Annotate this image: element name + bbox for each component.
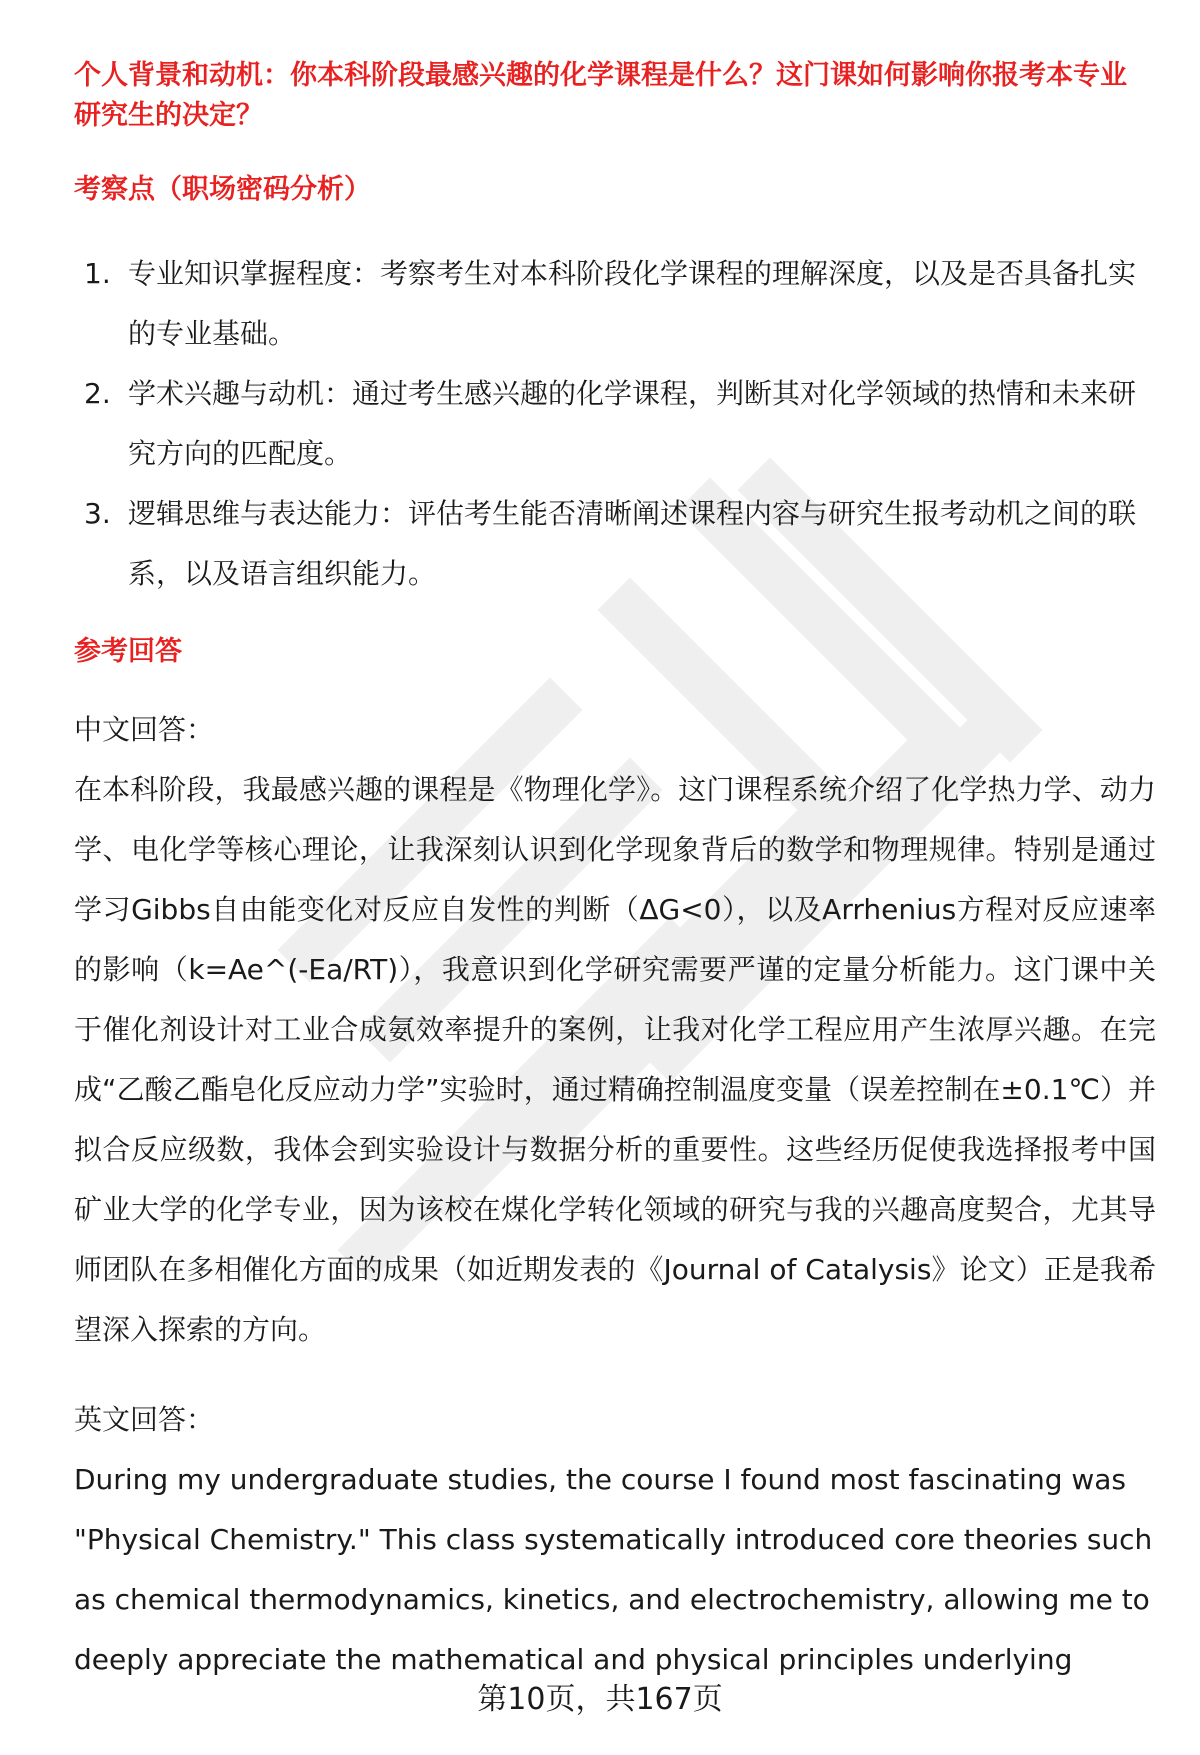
point-number: 3. xyxy=(84,497,111,530)
chinese-answer-text: 在本科阶段，我最感兴趣的课程是《物理化学》。这门课程系统介绍了化学热力学、动力学、电化学等核心理论，让我深刻认识到化学现象背后的数学和物理规律。特别是通过学习Gibbs自由能变化对反应自发性的判断（ΔG<0），以及Arrhenius方程对反应速率的影响（k=Ae^(-Ea/RT)），我意识到化学研究需要严谨的定量分析能力。这门课中关于催化剂设计对工业合成氨效率提升的案例，让我对化学工程应用产生浓厚兴趣。在完成“乙酸乙酯皂化反应动力学”实验时，通过精确控制温度变量（误差控制在±0.1℃）并拟合反应级数，我体会到实验设计与数据分析的重要性。这些经历促使我选择报考中国矿业大学的化学专业，因为该校在煤化学转化领域的研究与我的兴趣高度契合，尤其导师团队在多相催化方面的成果（如近期发表的《Journal of Catalysis》论文）正是我希望深入探索的方向。 xyxy=(74,773,1156,1346)
point-text: 学术兴趣与动机：通过考生感兴趣的化学课程，判断其对化学领域的热情和未来研究方向的匹配度。 xyxy=(128,377,1137,470)
chinese-answer-label: 中文回答： xyxy=(74,713,215,746)
assessment-point xyxy=(74,244,1154,364)
point-number: 2. xyxy=(84,377,111,410)
page-number-footer: 第10页，共167页 xyxy=(477,1682,723,1717)
english-answer-text: During my undergraduate studies, the course I found most fascinating was "Physical Chemistry." This class systematically introduced core theories such as chemical thermodynamics, kinetics, and electrochemistry, allowing me to deeply appreciate the mathematical and physical principles underlying xyxy=(74,1463,1153,1676)
point-text: 专业知识掌握程度：考察考生对本科阶段化学课程的理解深度，以及是否具备扎实的专业基础。 xyxy=(128,257,1137,350)
point-text: 逻辑思维与表达能力：评估考生能否清晰阐述课程内容与研究生报考动机之间的联系，以及语言组织能力。 xyxy=(128,497,1137,590)
point-number: 1. xyxy=(84,257,111,290)
question-title: 个人背景和动机：你本科阶段最感兴趣的化学课程是什么？这门课如何影响你报考本专业研究生的决定？ xyxy=(74,60,1127,131)
answer-heading: 参考回答 xyxy=(74,636,182,667)
assessment-point xyxy=(74,484,1154,604)
english-answer-label: 英文回答： xyxy=(74,1403,215,1436)
assessment-point xyxy=(74,364,1154,484)
assessment-heading: 考察点（职场密码分析） xyxy=(74,174,371,205)
assessment-points-list xyxy=(74,244,1154,604)
